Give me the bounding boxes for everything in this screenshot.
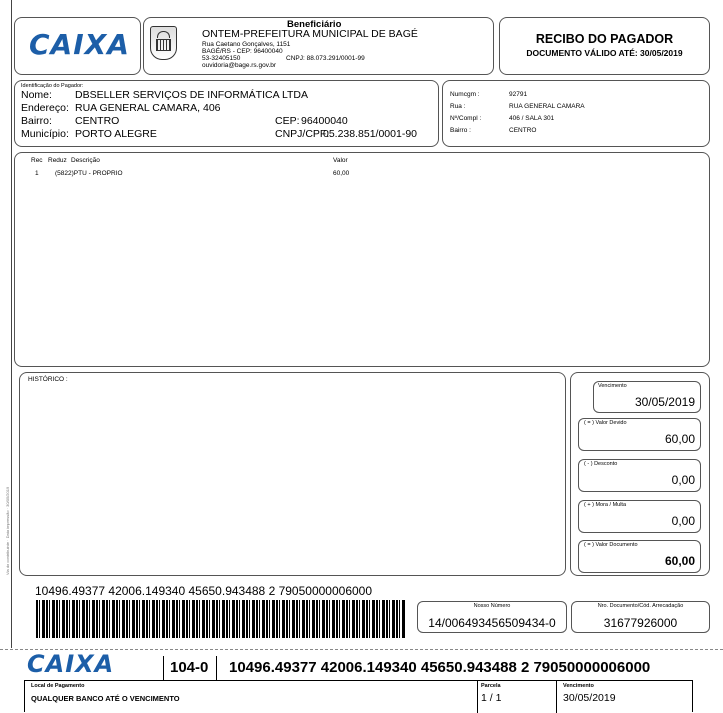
arrecadacao-value: 31677926000	[603, 616, 678, 630]
nosso-numero-field	[417, 601, 567, 633]
nosso-numero-label: Nosso Número	[473, 603, 511, 609]
beneficiary-phone: 53-32405150	[202, 55, 241, 62]
row-desc: (5822)PTU - PROPRIO	[55, 170, 123, 177]
col-valor: Valor	[333, 157, 348, 164]
slip-bank-code: 104-0	[170, 659, 209, 676]
items-box	[14, 152, 710, 367]
col-rec: Rec	[31, 157, 43, 164]
payer-address-value: RUA GENERAL CAMARA, 406	[75, 102, 221, 114]
parcela-label: Parcela	[481, 683, 501, 689]
rua-label: Rua :	[450, 103, 466, 110]
payer-district-label: Bairro:	[21, 115, 52, 127]
page-edge-line	[11, 0, 12, 648]
compl-value: 406 / SALA 301	[509, 115, 555, 122]
receipt-validity: DOCUMENTO VÁLIDO ATÉ: 30/05/2019	[526, 48, 683, 58]
slip-digitable-line: 10496.49377 42006.149340 45650.943488 2 79050000006000	[229, 659, 651, 676]
bairro-value: CENTRO	[509, 127, 537, 134]
vencimento-value: 30/05/2019	[634, 395, 695, 409]
mora-multa-value: 0,00	[671, 514, 695, 528]
slip-code-divider	[216, 656, 217, 680]
slip-vencimento-label: Vencimento	[563, 683, 594, 689]
barcode-digitable-line: 10496.49377 42006.149340 45650.943488 2 79050000006000	[35, 584, 373, 598]
slip-caixa-logo: CAIXA	[27, 650, 115, 678]
desconto-value: 0,00	[671, 473, 695, 487]
vencimento-field	[593, 381, 701, 413]
row-rec: 1	[35, 170, 39, 177]
beneficiary-heading: Beneficiário	[287, 19, 342, 30]
payer-district-value: CENTRO	[75, 115, 120, 127]
desconto-field	[578, 459, 701, 492]
payer-name-value: DBSELLER SERVIÇOS DE INFORMÁTICA LTDA	[75, 89, 308, 101]
slip-logo-divider	[163, 656, 164, 680]
payer-box	[14, 80, 439, 147]
beneficiary-name: ONTEM-PREFEITURA MUNICIPAL DE BAGÉ	[202, 28, 418, 40]
payer-cep-label: CEP:	[275, 115, 300, 127]
slip-vencimento-value: 30/05/2019	[563, 692, 616, 704]
registry-box	[442, 80, 710, 147]
beneficiary-city: BAGÉ/RS - CEP: 96400040	[202, 48, 283, 55]
payer-name-label: Nome:	[21, 89, 52, 101]
payer-address-label: Endereço:	[21, 102, 69, 114]
payer-doc-value: 05.238.851/0001-90	[323, 128, 418, 140]
desconto-label: ( - ) Desconto	[584, 461, 618, 467]
local-pagamento-label: Local de Pagamento	[31, 683, 85, 689]
mora-multa-field	[578, 500, 701, 533]
beneficiary-cnpj: CNPJ: 88.073.291/0001-99	[286, 55, 365, 62]
numcgm-label: Numcgm :	[450, 91, 480, 98]
bank-logo-box	[14, 17, 141, 75]
barcode-image	[36, 600, 406, 638]
valor-devido-value: 60,00	[664, 432, 695, 446]
valor-documento-field	[578, 540, 701, 573]
nosso-numero-value: 14/006493456509434-0	[428, 616, 556, 630]
bairro-label: Bairro :	[450, 127, 471, 134]
beneficiary-box	[143, 17, 494, 75]
valor-devido-field	[578, 418, 701, 451]
slip-divider-2	[556, 681, 557, 713]
col-reduz: Reduz	[48, 157, 67, 164]
col-desc: Descrição	[71, 157, 100, 164]
historico-label: HISTÓRICO :	[28, 376, 68, 383]
beneficiary-street: Rua Caetano Gonçalves, 1151	[202, 41, 291, 48]
beneficiary-email: ouvidoria@bage.rs.gov.br	[202, 62, 277, 69]
numcgm-value: 92791	[509, 91, 528, 98]
compl-label: Nº/Compl :	[450, 115, 482, 122]
margin-vertical-print: Via do contribuinte · Data impressão · 30/05/2019	[5, 486, 10, 575]
local-pagamento-value: QUALQUER BANCO ATÉ O VENCIMENTO	[31, 694, 180, 703]
municipal-seal-icon	[150, 26, 177, 60]
receipt-title: RECIBO DO PAGADOR	[535, 32, 674, 46]
payer-section-label: Identificação do Pagador:	[21, 83, 84, 89]
vencimento-label: Vencimento	[598, 383, 627, 389]
payer-doc-label: CNPJ/CPF:	[275, 128, 330, 140]
mora-multa-label: ( + ) Mora / Multa	[584, 502, 627, 508]
receipt-title-box	[499, 17, 710, 75]
arrecadacao-field	[571, 601, 710, 633]
payer-city-value: PORTO ALEGRE	[75, 128, 157, 140]
payer-cep-value: 96400040	[301, 115, 348, 127]
slip-divider-1	[477, 681, 478, 713]
caixa-logo: CAIXA	[29, 28, 130, 61]
valor-devido-label: ( = ) Valor Devido	[584, 420, 627, 426]
row-valor: 60,00	[333, 170, 350, 177]
rua-value: RUA GENERAL CAMARA	[509, 103, 585, 110]
parcela-value: 1 / 1	[481, 692, 502, 704]
valor-documento-label: ( = ) Valor Documento	[584, 542, 638, 548]
slip-table	[24, 680, 693, 712]
historico-box	[19, 372, 566, 576]
arrecadacao-label: Nro. Documento/Cód. Arrecadação	[597, 603, 684, 609]
valor-documento-value: 60,00	[664, 554, 695, 568]
payer-city-label: Município:	[21, 128, 69, 140]
